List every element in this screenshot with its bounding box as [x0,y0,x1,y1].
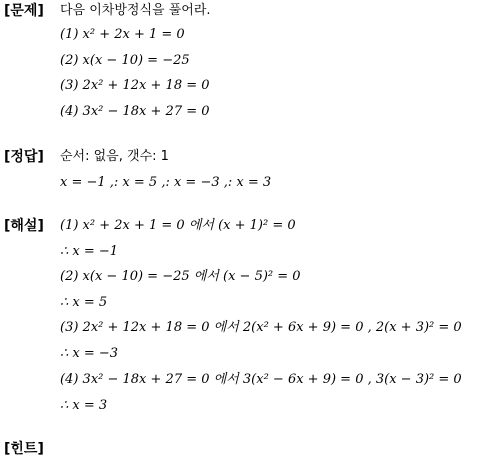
answer-label: [정답] [4,149,44,165]
answer-summary: 순서: 없음, 갯수: 1 [60,149,169,164]
solution-label: [해설] [4,218,44,234]
solution-line-8: ∴ x = 3 [60,398,108,413]
problem-item-3: (3) 2x² + 12x + 18 = 0 [60,78,210,93]
problem-label: [문제] [4,3,44,19]
problem-item-1: (1) x² + 2x + 1 = 0 [60,27,185,42]
hint-label: [힌트] [4,441,44,457]
solution-line-5: (3) 2x² + 12x + 18 = 0 에서 2(x² + 6x + 9) = 0 , 2(x + 3)² = 0 [60,320,462,335]
problem-item-2: (2) x(x − 10) = −25 [60,53,190,68]
solution-line-6: ∴ x = −3 [60,346,119,361]
solution-line-2: ∴ x = −1 [60,244,119,259]
solution-line-4: ∴ x = 5 [60,295,108,310]
problem-item-4: (4) 3x² − 18x + 27 = 0 [60,104,210,119]
answer-values: x = −1 ,: x = 5 ,: x = −3 ,: x = 3 [60,175,272,190]
solution-line-7: (4) 3x² − 18x + 27 = 0 에서 3(x² − 6x + 9) = 0 , 3(x − 3)² = 0 [60,372,462,387]
problem-prompt: 다음 이차방정식을 풀어라. [60,3,211,18]
solution-line-3: (2) x(x − 10) = −25 에서 (x − 5)² = 0 [60,269,301,284]
solution-line-1: (1) x² + 2x + 1 = 0 에서 (x + 1)² = 0 [60,218,296,233]
